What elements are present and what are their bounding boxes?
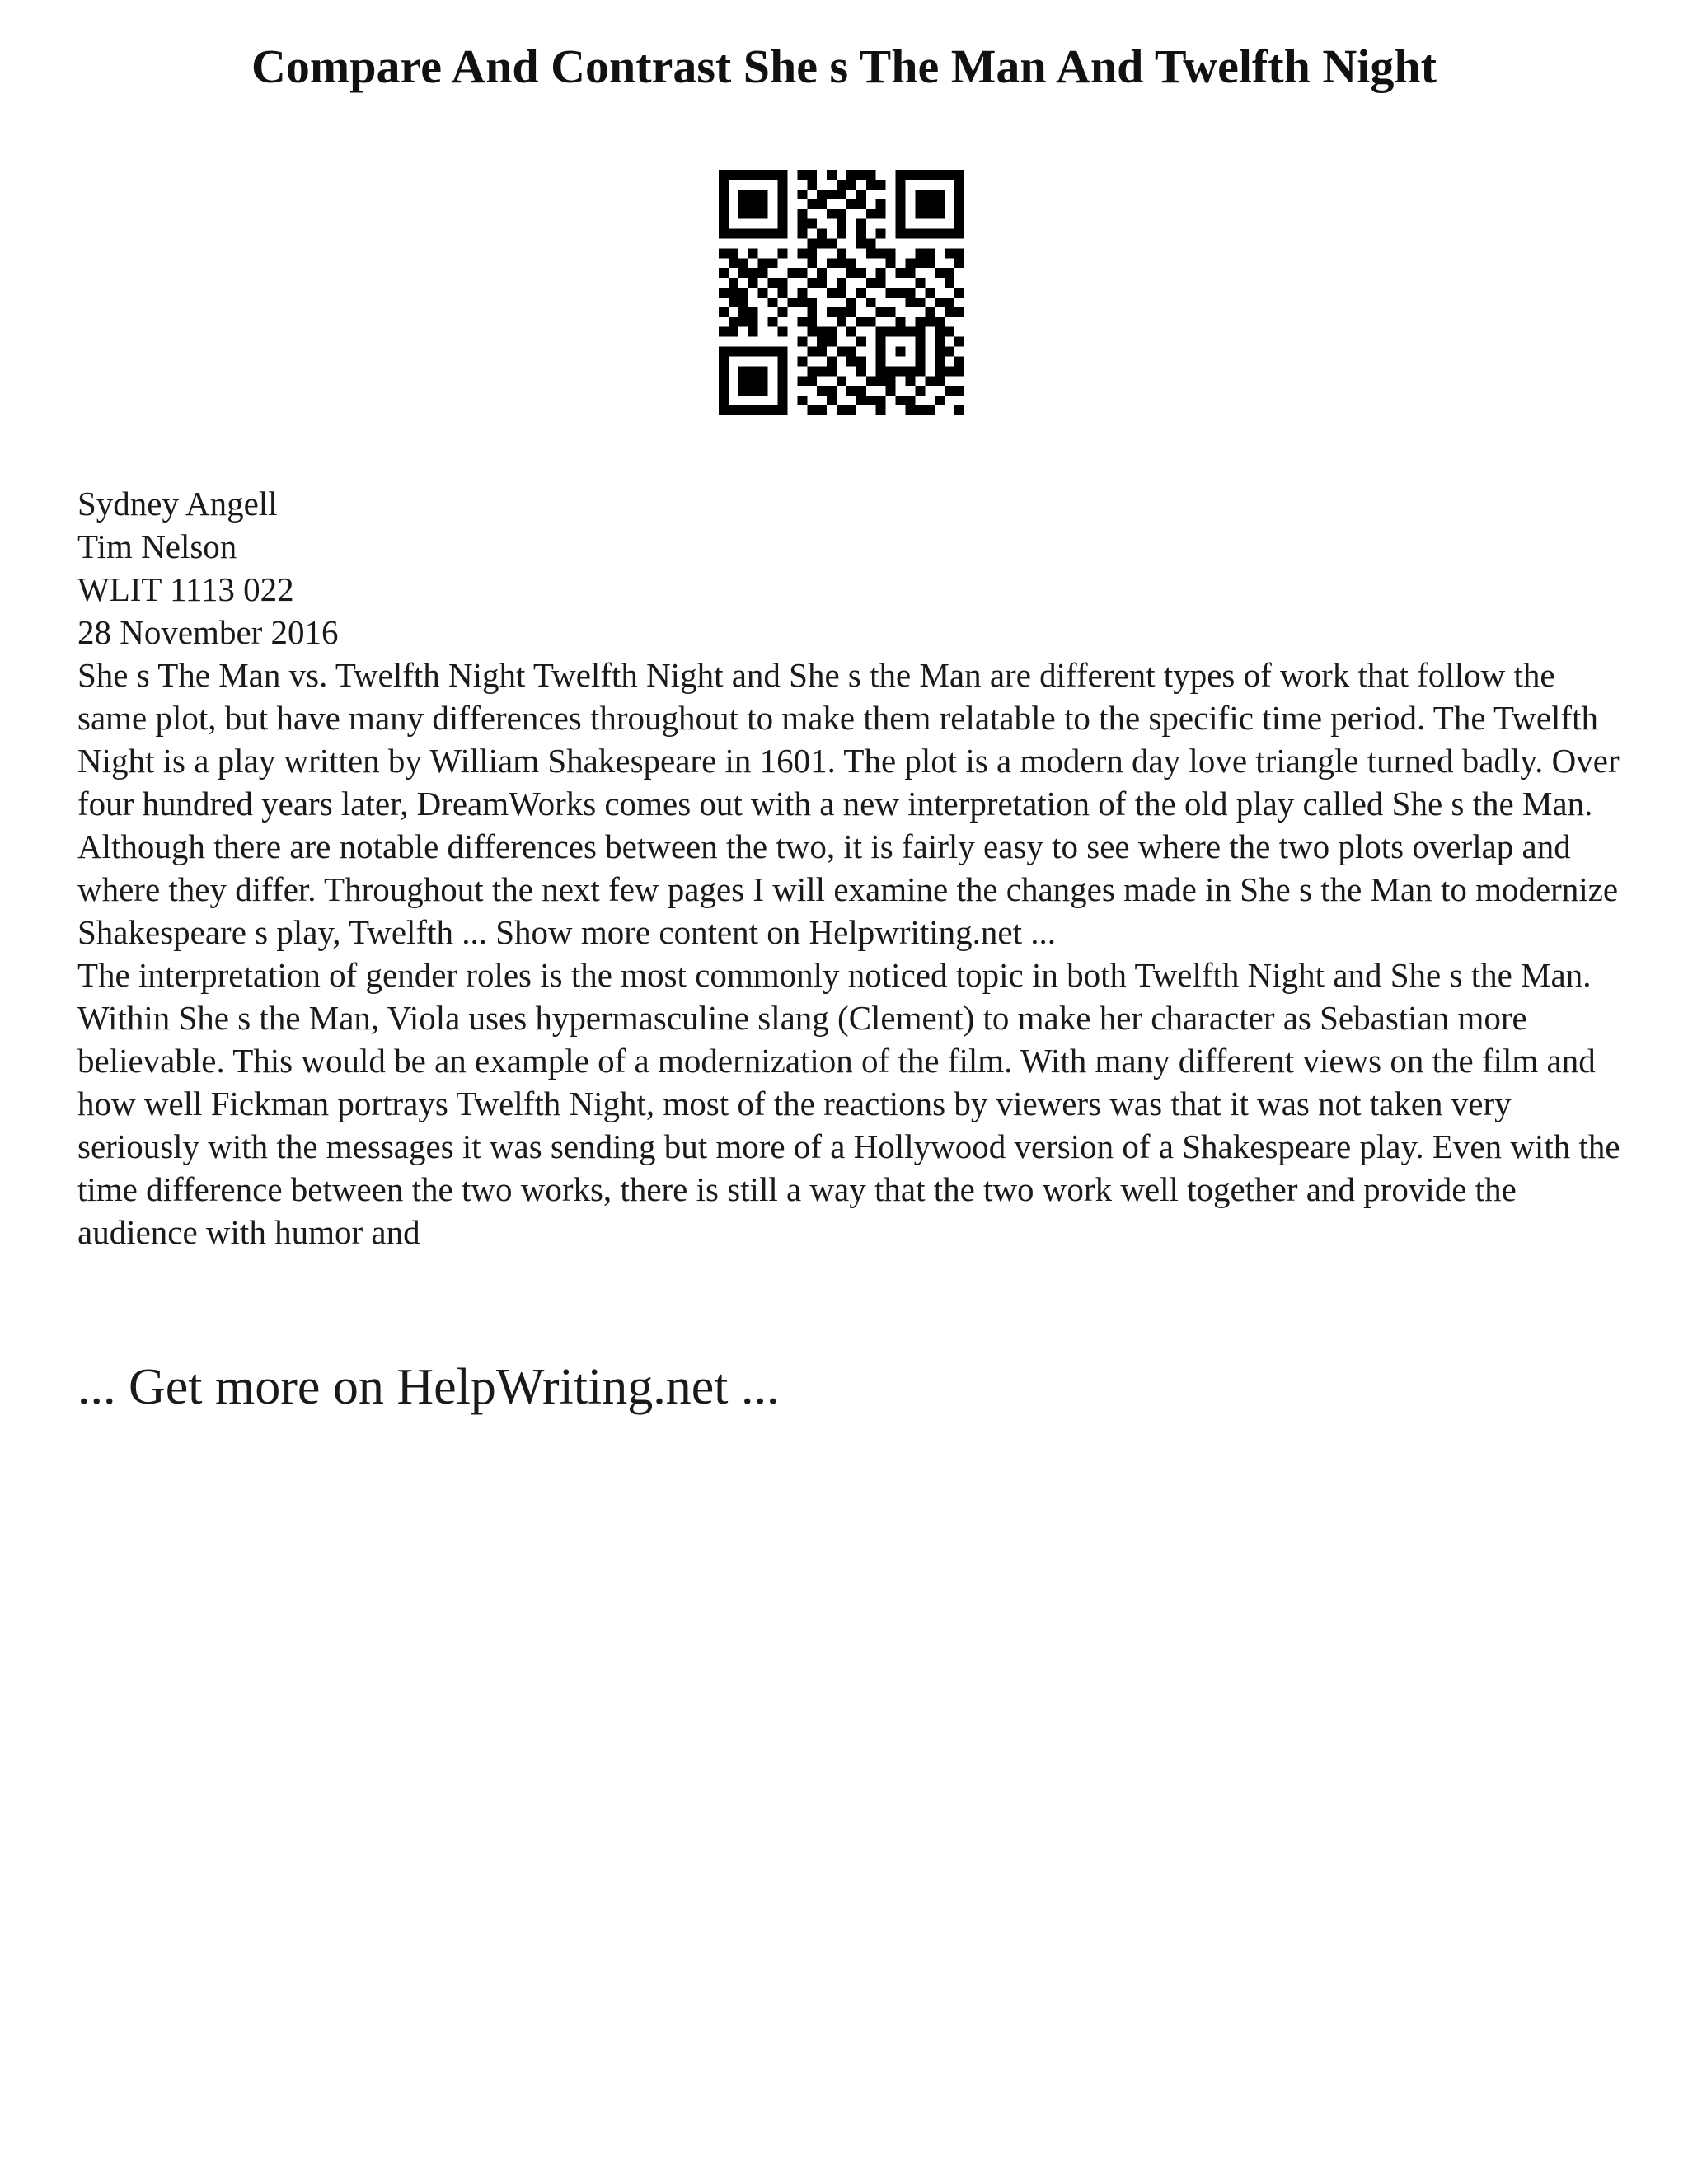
course-code: WLIT 1113 022 xyxy=(77,570,294,608)
qr-code-icon xyxy=(719,170,964,415)
author-name: Sydney Angell xyxy=(77,485,278,523)
document-date: 28 November 2016 xyxy=(77,613,339,651)
document-title: Compare And Contrast She s The Man And Twelfth Night xyxy=(251,40,1437,93)
paragraph: She s The Man vs. Twelfth Night Twelfth Night and She s the Man are different types of work that follow the same plot, but have many differences throughout to make them relatable to the specific time period. The Twelfth Night is a play written by William Shakespeare in 1601. The plot is a modern day love triangle turned badly. Over four hundred years later, DreamWorks comes out with a new interpretation of the old play called She s the Man. Although there are notable differences between the two, it is fairly easy to see where the two plots overlap and where they differ. Throughout the next few pages I will examine the changes made in She s the Man to modernize Shakespeare s play, Twelfth ... Show more content on Helpwriting.net ... xyxy=(77,656,1620,951)
instructor-name: Tim Nelson xyxy=(77,527,237,565)
document-body xyxy=(77,482,1627,1254)
get-more-link[interactable]: ... Get more on HelpWriting.net ... xyxy=(77,1359,780,1415)
paragraph: The interpretation of gender roles is the most commonly noticed topic in both Twelfth Night and She s the Man. Within She s the Man, Viola uses hypermasculine slang (Clement) to make her character as Sebastian more believable. This would be an example of a modernization of the film. With many different views on the film and how well Fickman portrays Twelfth Night, most of the reactions by viewers was that it was not taken very seriously with the messages it was sending but more of a Hollywood version of a Shakespeare play. Even with the time difference between the two works, there is still a way that the two work well together and provide the audience with humor and xyxy=(77,956,1620,1251)
